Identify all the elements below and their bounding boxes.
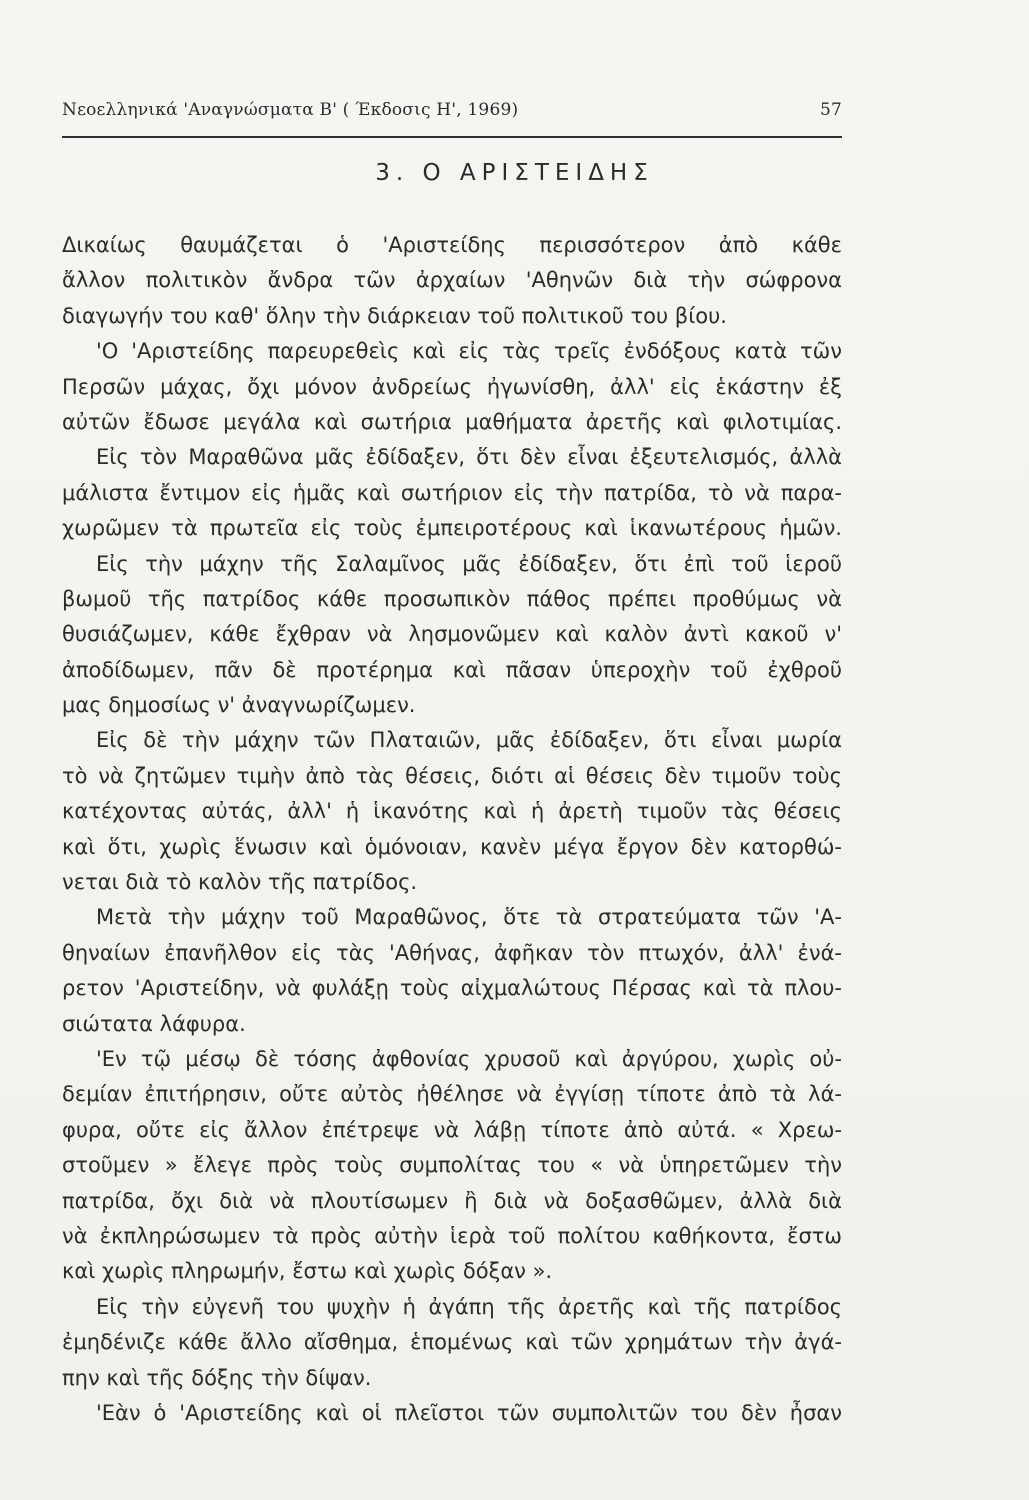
text-line: ἐμηδένιζε κάθε ἄλλο αἴσθημα, ἑπομένως καὶ τῶν χρημάτων τὴν ἀγά- (62, 1330, 842, 1355)
page-number: 57 (819, 100, 842, 120)
text-line: Εἰς τὴν εὐγενῆ του ψυχὴν ἡ ἀγάπη τῆς ἀρετῆς καὶ τῆς πατρίδος (96, 1294, 842, 1319)
text-line: χωρῶμεν τὰ πρωτεῖα εἰς τοὺς ἐμπειροτέρους καὶ ἱκανωτέρους ἡμῶν. (62, 516, 842, 541)
text-line: 'Ο 'Αριστείδης παρευρεθεὶς καὶ εἰς τὰς τρεῖς ἐνδόξους κατὰ τῶν (96, 339, 842, 364)
running-header (62, 100, 842, 128)
text-line: Περσῶν μάχας, ὄχι μόνον ἀνδρείως ἠγωνίσθη, ἀλλ' εἰς ἑκάστην ἐξ (62, 374, 842, 399)
text-line: καὶ χωρὶς πληρωμήν, ἔστω καὶ χωρὶς δόξαν ». (62, 1259, 553, 1284)
text-line: μάλιστα ἔντιμον εἰς ἡμᾶς καὶ σωτήριον εἰς τὴν πατρίδα, τὸ νὰ παρα- (62, 480, 842, 505)
text-line: Εἰς τὴν μάχην τῆς Σαλαμῖνος μᾶς ἐδίδαξεν, ὅτι ἐπὶ τοῦ ἱεροῦ (96, 551, 842, 576)
text-line: Εἰς δὲ τὴν μάχην τῶν Πλαταιῶν, μᾶς ἐδίδαξεν, ὅτι εἶναι μωρία (96, 728, 842, 753)
text-line: διαγωγήν του καθ' ὅλην τὴν διάρκειαν τοῦ πολιτικοῦ του βίου. (62, 303, 727, 328)
text-line: καὶ ὅτι, χωρὶς ἕνωσιν καὶ ὁμόνοιαν, κανὲν μέγα ἔργον δὲν κατορθώ- (62, 834, 842, 859)
text-line: βωμοῦ τῆς πατρίδος κάθε προσωπικὸν πάθος πρέπει προθύμως νὰ (62, 586, 842, 611)
text-line: 'Εν τῷ μέσῳ δὲ τόσης ἀφθονίας χρυσοῦ καὶ ἀργύρου, χωρὶς οὐ- (96, 1046, 842, 1071)
header-book-title: Νεοελληνικά 'Αναγνώσματα Β' ( Έκδοσις Η', 1969) (62, 100, 519, 120)
text-line: πην καὶ τῆς δόξης τὴν δίψαν. (62, 1365, 372, 1390)
header-rule (62, 136, 842, 138)
text-line: Μετὰ τὴν μάχην τοῦ Μαραθῶνος, ὅτε τὰ στρατεύματα τῶν 'Α- (96, 905, 842, 930)
text-line: νὰ ἐκπληρώσωμεν τὰ πρὸς αὐτὴν ἱερὰ τοῦ πολίτου καθήκοντα, ἔστω (62, 1223, 842, 1248)
text-line: πατρίδα, ὄχι διὰ νὰ πλουτίσωμεν ἢ διὰ νὰ δοξασθῶμεν, ἀλλὰ διὰ (62, 1188, 842, 1213)
text-line: σιώτατα λάφυρα. (62, 1011, 246, 1036)
text-line: ἀποδίδωμεν, πᾶν δὲ προτέρημα καὶ πᾶσαν ὑπεροχὴν τοῦ ἐχθροῦ (62, 657, 842, 682)
text-line: αὐτῶν ἔδωσε μεγάλα καὶ σωτήρια μαθήματα ἀρετῆς καὶ φιλοτιμίας. (62, 409, 842, 434)
text-line: φυρα, οὔτε εἰς ἄλλον ἐπέτρεψε νὰ λάβῃ τίποτε ἀπὸ αὐτά. « Χρεω- (62, 1117, 842, 1142)
text-line: νεται διὰ τὸ καλὸν τῆς πατρίδος. (62, 870, 418, 895)
text-line: Δικαίως θαυμάζεται ὁ 'Αριστείδης περισσότερον ἀπὸ κάθε (62, 233, 842, 257)
text-line: στοῦμεν » ἔλεγε πρὸς τοὺς συμπολίτας του « νὰ ὑπηρετῶμεν τὴν (62, 1153, 842, 1178)
text-line: 'Εὰν ὁ 'Αριστείδης καὶ οἱ πλεῖστοι τῶν συμπολιτῶν του δὲν ἦσαν (96, 1400, 842, 1425)
text-line: Εἰς τὸν Μαραθῶνα μᾶς ἐδίδαξεν, ὅτι δὲν εἶναι ἐξευτελισμός, ἀλλὰ (96, 445, 842, 470)
text-line: θυσιάζωμεν, κάθε ἔχθραν νὰ λησμονῶμεν καὶ καλὸν ἀντὶ κακοῦ ν' (62, 622, 842, 647)
text-line: δεμίαν ἐπιτήρησιν, οὔτε αὐτὸς ἠθέλησε νὰ ἐγγίσῃ τίποτε ἀπὸ τὰ λά- (62, 1082, 842, 1107)
text-line: ρετον 'Αριστείδην, νὰ φυλάξῃ τοὺς αἰχμαλώτους Πέρσας καὶ τὰ πλου- (62, 976, 842, 1001)
chapter-title: 3. Ο ΑΡΙΣΤΕΙΔΗΣ (375, 160, 654, 186)
text-line: μας δημοσίως ν' ἀναγνωρίζωμεν. (62, 693, 416, 718)
text-line: ἄλλον πολιτικὸν ἄνδρα τῶν ἀρχαίων 'Αθηνῶν διὰ τὴν σώφρονα (62, 268, 842, 293)
body-text (62, 228, 842, 1431)
text-line: τὸ νὰ ζητῶμεν τιμὴν ἀπὸ τὰς θέσεις, διότι αἱ θέσεις δὲν τιμοῦν τοὺς (62, 763, 842, 788)
text-line: κατέχοντας αὐτάς, ἀλλ' ἡ ἱκανότης καὶ ἡ ἀρετὴ τιμοῦν τὰς θέσεις (62, 799, 842, 824)
text-line: θηναίων ἐπανῆλθον εἰς τὰς 'Αθήνας, ἀφῆκαν τὸν πτωχόν, ἀλλ' ἐνά- (62, 940, 842, 965)
